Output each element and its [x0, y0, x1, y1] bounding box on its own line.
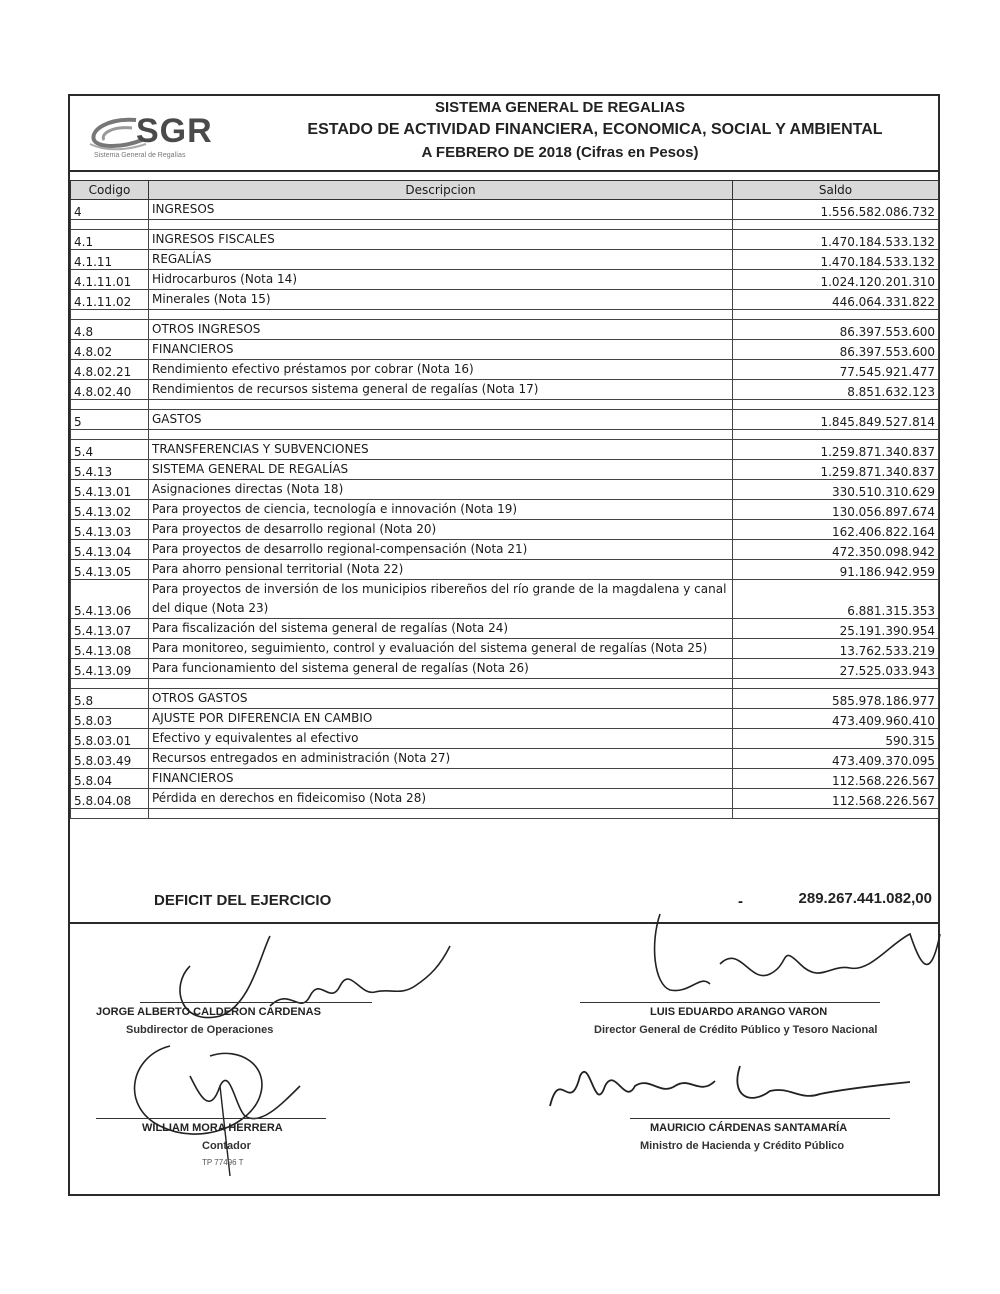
table-spacer-cell — [733, 430, 939, 440]
table-row — [71, 410, 939, 430]
signer-4-name: MAURICIO CÁRDENAS SANTAMARÍA — [650, 1122, 848, 1134]
table-spacer-row — [71, 310, 939, 320]
table-spacer-row — [71, 400, 939, 410]
table-cell-balance: 585.978.186.977 — [733, 689, 939, 709]
table-cell-balance: 86.397.553.600 — [733, 340, 939, 360]
table-spacer-cell — [733, 809, 939, 819]
table-cell-description: FINANCIEROS — [149, 340, 733, 360]
table-row — [71, 729, 939, 749]
table-row — [71, 250, 939, 270]
table-cell-code: 5.4.13.01 — [71, 480, 149, 500]
table-cell-code: 5.4.13.09 — [71, 659, 149, 679]
table-row — [71, 340, 939, 360]
table-cell-code: 5.4.13.03 — [71, 520, 149, 540]
table-cell-balance: 1.259.871.340.837 — [733, 440, 939, 460]
table-cell-code: 4 — [71, 200, 149, 220]
signature-line-2 — [580, 1002, 880, 1003]
column-header-code: Codigo — [71, 181, 149, 200]
table-spacer-cell — [71, 679, 149, 689]
table-cell-description: Para monitoreo, seguimiento, control y evaluación del sistema general de regalías (Nota 25) — [149, 639, 733, 659]
header-subtitle: ESTADO DE ACTIVIDAD FINANCIERA, ECONOMICA, SOCIAL Y AMBIENTAL — [307, 121, 883, 138]
table-cell-balance: 1.470.184.533.132 — [733, 230, 939, 250]
table-cell-balance: 130.056.897.674 — [733, 500, 939, 520]
table-cell-code: 5.8.03.01 — [71, 729, 149, 749]
table-row — [71, 689, 939, 709]
table-row — [71, 789, 939, 809]
table-cell-balance: 91.186.942.959 — [733, 560, 939, 580]
signer-1-role: Subdirector de Operaciones — [126, 1024, 274, 1036]
table-cell-balance: 472.350.098.942 — [733, 540, 939, 560]
table-row — [71, 639, 939, 659]
signer-3-role: Contador — [202, 1140, 251, 1152]
table-cell-balance: 8.851.632.123 — [733, 380, 939, 400]
table-cell-description: Para fiscalización del sistema general de regalías (Nota 24) — [149, 619, 733, 639]
deficit-label: DEFICIT DEL EJERCICIO — [154, 892, 332, 909]
table-cell-balance: 25.191.390.954 — [733, 619, 939, 639]
table-cell-code: 5.4.13.02 — [71, 500, 149, 520]
signer-1-name: JORGE ALBERTO CALDERON CARDENAS — [96, 1006, 321, 1018]
table-cell-code: 4.1.11.02 — [71, 290, 149, 310]
table-cell-description: Para proyectos de desarrollo regional-compensación (Nota 21) — [149, 540, 733, 560]
table-cell-balance: 1.259.871.340.837 — [733, 460, 939, 480]
table-spacer-cell — [149, 310, 733, 320]
table-cell-code: 5.4.13.04 — [71, 540, 149, 560]
table-row — [71, 440, 939, 460]
table-cell-code: 4.8.02 — [71, 340, 149, 360]
signer-2-name: LUIS EDUARDO ARANGO VARON — [650, 1006, 828, 1018]
table-spacer-row — [71, 679, 939, 689]
table-row — [71, 520, 939, 540]
table-cell-description: Para proyectos de inversión de los municipios ribereños del río grande de la magdalena y canal del dique (Nota 23) — [149, 580, 733, 619]
table-spacer-cell — [149, 809, 733, 819]
table-cell-description: Rendimiento efectivo préstamos por cobrar (Nota 16) — [149, 360, 733, 380]
signature-scribble-2 — [630, 904, 950, 1014]
table-cell-balance: 1.556.582.086.732 — [733, 200, 939, 220]
table-cell-description: GASTOS — [149, 410, 733, 430]
table-cell-code: 5.8.04 — [71, 769, 149, 789]
table-cell-code: 5.4.13 — [71, 460, 149, 480]
table-cell-code: 4.1.11 — [71, 250, 149, 270]
table-spacer-cell — [733, 679, 939, 689]
table-cell-description: Para funcionamiento del sistema general de regalías (Nota 26) — [149, 659, 733, 679]
table-cell-balance: 590.315 — [733, 729, 939, 749]
table-spacer-cell — [149, 220, 733, 230]
table-cell-description: OTROS INGRESOS — [149, 320, 733, 340]
table-cell-code: 5.8 — [71, 689, 149, 709]
table-cell-description: TRANSFERENCIAS Y SUBVENCIONES — [149, 440, 733, 460]
header-period: A FEBRERO DE 2018 (Cifras en Pesos) — [421, 144, 699, 161]
signer-2-role: Director General de Crédito Público y Tesoro Nacional — [594, 1024, 878, 1036]
table-cell-balance: 77.545.921.477 — [733, 360, 939, 380]
table-cell-balance: 162.406.822.164 — [733, 520, 939, 540]
table-cell-balance: 473.409.960.410 — [733, 709, 939, 729]
table-spacer-cell — [71, 809, 149, 819]
table-cell-code: 5.8.03 — [71, 709, 149, 729]
table-row — [71, 560, 939, 580]
statement-frame — [68, 94, 940, 1196]
table-spacer-cell — [149, 430, 733, 440]
table-cell-description: Asignaciones directas (Nota 18) — [149, 480, 733, 500]
signer-3-name: WILLIAM MORA HERRERA — [142, 1122, 283, 1134]
signature-line-4 — [630, 1118, 890, 1119]
table-row — [71, 290, 939, 310]
table-row — [71, 540, 939, 560]
table-cell-description: OTROS GASTOS — [149, 689, 733, 709]
table-spacer-row — [71, 809, 939, 819]
table-cell-code: 4.8.02.40 — [71, 380, 149, 400]
table-cell-balance: 1.024.120.201.310 — [733, 270, 939, 290]
table-cell-balance: 112.568.226.567 — [733, 769, 939, 789]
column-header-balance: Saldo — [733, 181, 939, 200]
signature-line-3 — [96, 1118, 326, 1119]
table-spacer-cell — [733, 220, 939, 230]
table-cell-description: INGRESOS — [149, 200, 733, 220]
table-cell-code: 5.8.04.08 — [71, 789, 149, 809]
financial-table — [70, 180, 939, 819]
table-cell-description: REGALÍAS — [149, 250, 733, 270]
column-header-description: Descripcion — [149, 181, 733, 200]
table-cell-code: 5 — [71, 410, 149, 430]
table-row — [71, 659, 939, 679]
table-spacer-cell — [733, 400, 939, 410]
table-spacer-cell — [71, 400, 149, 410]
document-header — [70, 96, 938, 172]
table-cell-balance: 13.762.533.219 — [733, 639, 939, 659]
table-row — [71, 460, 939, 480]
table-spacer-cell — [733, 310, 939, 320]
logo-subtitle: Sistema General de Regalías — [94, 152, 186, 159]
table-cell-balance: 27.525.033.943 — [733, 659, 939, 679]
deficit-value: 289.267.441.082,00 — [798, 890, 932, 907]
table-spacer-row — [71, 430, 939, 440]
table-cell-description: Hidrocarburos (Nota 14) — [149, 270, 733, 290]
table-cell-description: Para proyectos de desarrollo regional (Nota 20) — [149, 520, 733, 540]
table-cell-code: 5.4 — [71, 440, 149, 460]
signer-4-role: Ministro de Hacienda y Crédito Público — [640, 1140, 845, 1152]
table-row — [71, 230, 939, 250]
deficit-sign: - — [738, 893, 743, 910]
table-body — [71, 200, 939, 819]
table-spacer-cell — [149, 679, 733, 689]
table-cell-description: AJUSTE POR DIFERENCIA EN CAMBIO — [149, 709, 733, 729]
table-spacer-cell — [71, 430, 149, 440]
table-cell-balance: 473.409.370.095 — [733, 749, 939, 769]
table-cell-code: 5.8.03.49 — [71, 749, 149, 769]
table-row — [71, 500, 939, 520]
logo-text: SGR — [136, 112, 213, 150]
table-spacer-row — [71, 220, 939, 230]
table-row — [71, 320, 939, 340]
table-cell-code: 4.1.11.01 — [71, 270, 149, 290]
table-row — [71, 769, 939, 789]
table-cell-description: Pérdida en derechos en fideicomiso (Nota 28) — [149, 789, 733, 809]
table-cell-description: Recursos entregados en administración (Nota 27) — [149, 749, 733, 769]
table-cell-description: Efectivo y equivalentes al efectivo — [149, 729, 733, 749]
table-cell-code: 4.1 — [71, 230, 149, 250]
table-row — [71, 480, 939, 500]
table-spacer-cell — [149, 400, 733, 410]
table-cell-balance: 1.470.184.533.132 — [733, 250, 939, 270]
table-cell-description: Rendimientos de recursos sistema general de regalías (Nota 17) — [149, 380, 733, 400]
table-header-row — [71, 181, 939, 200]
table-cell-description: Para ahorro pensional territorial (Nota 22) — [149, 560, 733, 580]
table-cell-balance: 1.845.849.527.814 — [733, 410, 939, 430]
table-cell-balance: 6.881.315.353 — [733, 580, 939, 619]
table-row — [71, 619, 939, 639]
table-spacer-cell — [71, 220, 149, 230]
table-cell-code: 5.4.13.07 — [71, 619, 149, 639]
table-cell-description: Para proyectos de ciencia, tecnología e innovación (Nota 19) — [149, 500, 733, 520]
header-title: SISTEMA GENERAL DE REGALIAS — [434, 99, 686, 116]
table-cell-code: 5.4.13.06 — [71, 580, 149, 619]
table-cell-description: FINANCIEROS — [149, 769, 733, 789]
table-cell-balance: 330.510.310.629 — [733, 480, 939, 500]
signature-line-1 — [140, 1002, 372, 1003]
signer-3-tp: TP 77496 T — [202, 1158, 244, 1167]
signature-scribble-3 — [110, 1026, 330, 1156]
table-cell-balance: 446.064.331.822 — [733, 290, 939, 310]
table-cell-code: 5.4.13.05 — [71, 560, 149, 580]
table-row — [71, 200, 939, 220]
table-cell-description: Minerales (Nota 15) — [149, 290, 733, 310]
table-cell-code: 4.8 — [71, 320, 149, 340]
table-cell-description: SISTEMA GENERAL DE REGALÍAS — [149, 460, 733, 480]
table-cell-code: 5.4.13.08 — [71, 639, 149, 659]
table-cell-description: INGRESOS FISCALES — [149, 230, 733, 250]
table-row — [71, 580, 939, 619]
table-row — [71, 709, 939, 729]
table-row — [71, 380, 939, 400]
table-spacer-cell — [71, 310, 149, 320]
table-cell-code: 4.8.02.21 — [71, 360, 149, 380]
table-cell-balance: 112.568.226.567 — [733, 789, 939, 809]
table-cell-balance: 86.397.553.600 — [733, 320, 939, 340]
table-row — [71, 749, 939, 769]
table-row — [71, 360, 939, 380]
table-row — [71, 270, 939, 290]
